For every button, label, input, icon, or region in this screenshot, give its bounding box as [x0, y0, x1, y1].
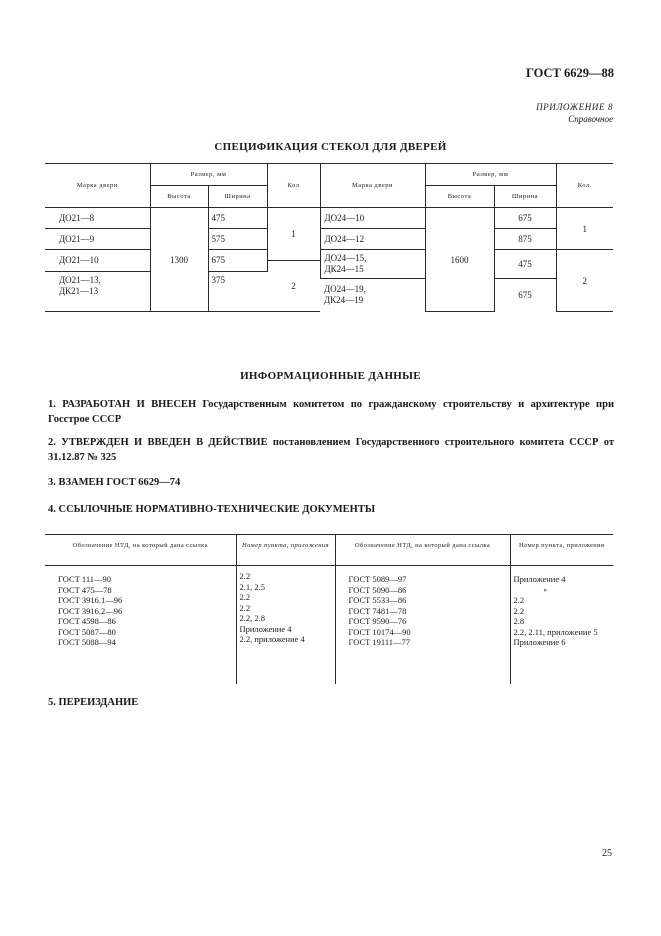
clause-ref-item: Приложение 4	[513, 574, 566, 584]
doc-ref-item: ГОСТ 5090—86	[348, 584, 407, 595]
spec-right-width: 475	[494, 250, 556, 279]
doc-ref-item: ГОСТ 3916.1—96	[58, 595, 123, 605]
spec-header-qty-right: Кол.	[556, 164, 613, 208]
doc-ref-item: ГОСТ 111—90	[58, 574, 112, 584]
spec-left-width: 375	[208, 272, 267, 312]
doc-ref-item: ГОСТ 3916.2—96	[58, 605, 123, 616]
page-number: 25	[602, 848, 612, 859]
spec-right-qty: 1	[556, 208, 613, 250]
doc-ref-item: ГОСТ 5088—94	[58, 637, 116, 647]
clause-ref-item: Приложение 4	[239, 623, 292, 634]
spec-right-width: 675	[494, 279, 556, 312]
spec-header-qty-left: Кол	[267, 164, 320, 208]
spec-header-size-left: Размер, мм	[150, 164, 267, 186]
clause-ref-item: 2.2, 2.11, приложение 5	[513, 626, 598, 637]
spec-right-width: 875	[494, 229, 556, 250]
spec-left-qty: 1	[267, 208, 320, 261]
clause-ref-item: 2.2	[239, 592, 251, 602]
spec-left-width: 675	[208, 250, 267, 272]
spec-left-mark: ДО21—10	[45, 250, 150, 272]
spec-right-mark: ДО24—10	[320, 208, 425, 229]
spec-left-mark: ДО21—8	[45, 208, 150, 229]
docs-left-list	[45, 566, 236, 685]
spec-header-size-right: Размер, мм	[425, 164, 556, 186]
clause-ref-item: 2.2	[513, 595, 525, 605]
spec-left-mark: ДО21—9	[45, 229, 150, 250]
clause-ref-item: 2.1, 2.5	[239, 581, 265, 592]
clause-ref-item: 2.2, 2.8	[239, 613, 265, 623]
clause-ref-item: »	[543, 585, 547, 594]
spec-header-mark-right: Марка двери	[320, 164, 425, 208]
docs-header-ref-left: Номер пункта, приложения	[236, 535, 335, 566]
clause-ref-item: 2.2, приложение 4	[239, 634, 305, 644]
spec-right-height: 1600	[425, 208, 494, 312]
doc-ref-item: ГОСТ 19111—77	[348, 637, 411, 647]
doc-ref-item: ГОСТ 5087—80	[58, 626, 116, 637]
spec-right-width: 675	[494, 208, 556, 229]
referenced-docs-table	[45, 534, 613, 684]
docs-header-doc-right: Обозначение НТД, на который дана ссылка	[335, 535, 510, 566]
spec-right-mark: ДО24—12	[320, 229, 425, 250]
clause-ref-item: 2.2	[239, 602, 251, 613]
doc-ref-item: ГОСТ 7481—78	[348, 605, 407, 616]
doc-ref-item: ГОСТ 10174—90	[348, 626, 411, 637]
clause-ref-item: 2.8	[513, 616, 525, 626]
spec-right-qty: 2	[556, 250, 613, 312]
info-item-4: 4. ССЫЛОЧНЫЕ НОРМАТИВНО-ТЕХНИЧЕСКИЕ ДОКУМЕНТЫ	[48, 504, 376, 515]
spec-right-mark: ДО24—15, ДК24—15	[320, 250, 425, 279]
docs-header-doc-left: Обозначение НТД, на который дана ссылка	[45, 535, 236, 566]
spec-right-mark: ДО24—19, ДК24—19	[320, 279, 425, 312]
spec-header-height-right: Высота	[425, 186, 494, 208]
clause-ref-item: 2.2	[239, 571, 251, 581]
spec-left-height: 1300	[150, 208, 208, 312]
info-title: ИНФОРМАЦИОННЫЕ ДАННЫЕ	[240, 370, 421, 382]
spec-header-mark-left: Марка двери	[45, 164, 150, 208]
spec-header-width-right: Ширина	[494, 186, 556, 208]
appendix-label: ПРИЛОЖЕНИЕ 8	[536, 102, 613, 112]
docs-header-ref-right: Номер пункта, приложения	[510, 535, 613, 566]
appendix-kind: Справочное	[568, 114, 613, 124]
info-item-1: 1. РАЗРАБОТАН И ВНЕСЕН Государственным комитетом по гражданскому строительству и архитектуре при Госстрое СССР	[48, 399, 614, 425]
doc-ref-item: ГОСТ 9590—76	[348, 616, 407, 626]
spec-left-width: 475	[208, 208, 267, 229]
spec-header-width-left: Ширина	[208, 186, 267, 208]
clause-ref-item: Приложение 6	[513, 637, 566, 647]
info-item-5: 5. ПЕРЕИЗДАНИЕ	[48, 697, 139, 708]
spec-title: СПЕЦИФИКАЦИЯ СТЕКОЛ ДЛЯ ДВЕРЕЙ	[214, 141, 447, 153]
appendix-label-block	[536, 101, 613, 125]
standard-number: ГОСТ 6629—88	[525, 66, 614, 80]
docs-right-list	[335, 566, 510, 685]
spec-left-width: 575	[208, 229, 267, 250]
doc-ref-item: ГОСТ 5089—97	[348, 574, 407, 584]
doc-ref-item: ГОСТ 5533—86	[348, 595, 407, 605]
info-item-3: 3. ВЗАМЕН ГОСТ 6629—74	[48, 477, 181, 488]
docs-right-refs	[510, 566, 613, 685]
doc-ref-item: ГОСТ 4598—86	[58, 616, 116, 626]
doc-ref-item: ГОСТ 475—78	[58, 584, 112, 595]
spec-left-qty: 2	[267, 261, 320, 312]
clause-ref-item: 2.2	[513, 605, 525, 616]
docs-left-refs	[236, 566, 335, 685]
info-item-2: 2. УТВЕРЖДЕН И ВВЕДЕН В ДЕЙСТВИЕ постановлением Государственного строительного комитета СССР от 31.12.87 № 325	[48, 437, 614, 463]
spec-table	[45, 163, 613, 312]
spec-left-mark: ДО21—13, ДК21—13	[45, 272, 150, 312]
spec-header-height-left: Высота	[150, 186, 208, 208]
